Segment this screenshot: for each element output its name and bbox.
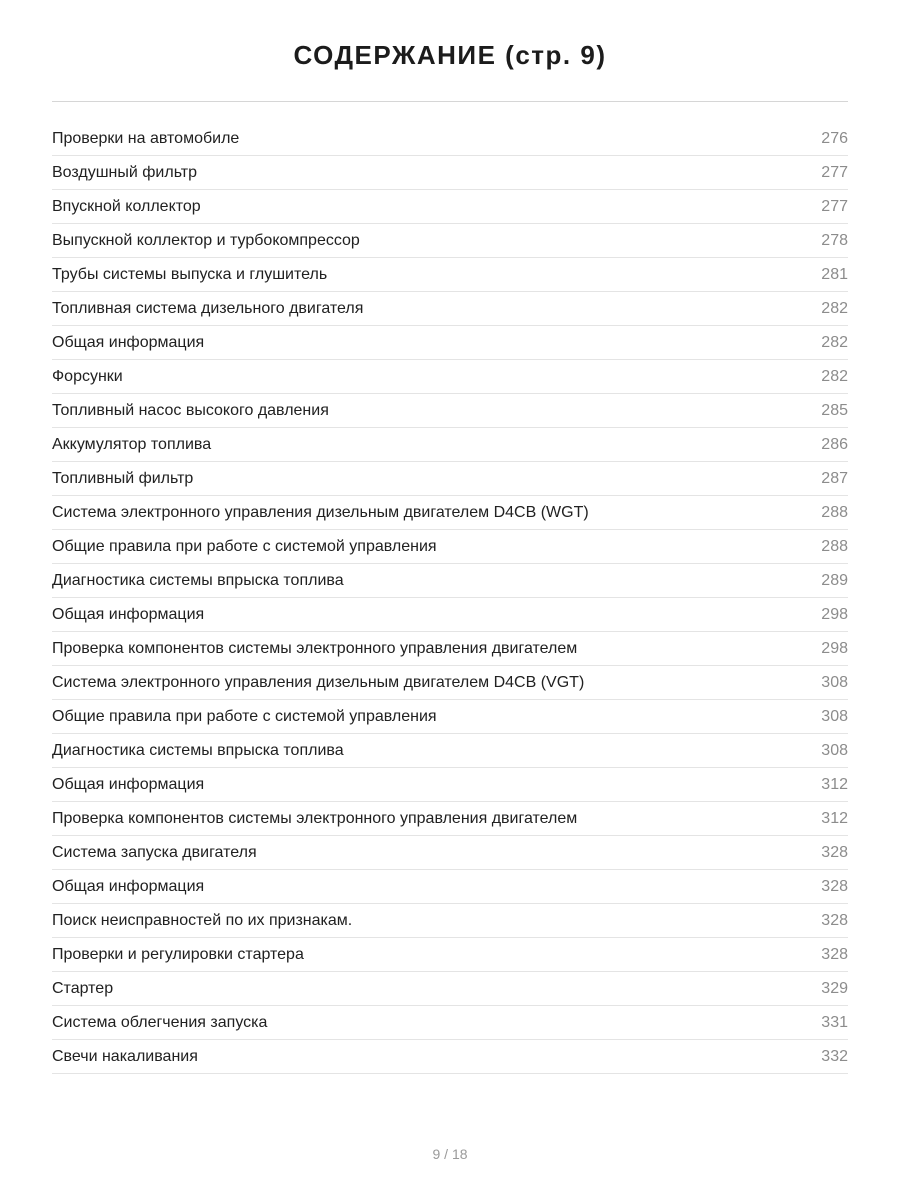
toc-entry-title: Проверка компонентов системы электронного управления двигателем xyxy=(52,809,578,827)
toc-entry xyxy=(52,836,848,870)
toc-entry-title: Трубы системы выпуска и глушитель xyxy=(52,265,328,283)
toc-entry xyxy=(52,496,848,530)
toc-entry-title: Топливный фильтр xyxy=(52,469,194,487)
toc-entry-page: 288 xyxy=(821,537,848,555)
toc-entry-page: 308 xyxy=(821,741,848,759)
toc-entry-title: Аккумулятор топлива xyxy=(52,435,212,453)
page-title: СОДЕРЖАНИЕ (стр. 9) xyxy=(293,40,607,70)
toc-list xyxy=(52,122,848,1074)
toc-entry-page: 282 xyxy=(821,299,848,317)
toc-entry-title: Воздушный фильтр xyxy=(52,163,198,181)
toc-entry-page: 308 xyxy=(821,673,848,691)
toc-entry xyxy=(52,598,848,632)
toc-entry-page: 285 xyxy=(821,401,848,419)
toc-entry-page: 329 xyxy=(821,979,848,997)
toc-entry-page: 328 xyxy=(821,877,848,895)
toc-entry xyxy=(52,326,848,360)
toc-entry-page: 331 xyxy=(821,1013,848,1031)
toc-entry-page: 332 xyxy=(821,1047,848,1065)
toc-entry xyxy=(52,530,848,564)
toc-entry xyxy=(52,1006,848,1040)
toc-entry xyxy=(52,190,848,224)
toc-entry xyxy=(52,156,848,190)
toc-entry-page: 312 xyxy=(821,775,848,793)
toc-entry-title: Система облегчения запуска xyxy=(52,1013,268,1031)
toc-entry-title: Поиск неисправностей по их признакам. xyxy=(52,911,353,929)
toc-entry-page: 276 xyxy=(821,129,848,147)
toc-entry-title: Проверка компонентов системы электронного управления двигателем xyxy=(52,639,578,657)
toc-entry xyxy=(52,904,848,938)
toc-entry-title: Общая информация xyxy=(52,333,205,351)
toc-entry xyxy=(52,1040,848,1074)
toc-entry-title: Общая информация xyxy=(52,605,205,623)
toc-entry-page: 287 xyxy=(821,469,848,487)
toc-entry-title: Система запуска двигателя xyxy=(52,843,257,861)
toc-entry-page: 328 xyxy=(821,911,848,929)
toc-entry-title: Проверки и регулировки стартера xyxy=(52,945,304,963)
toc-entry-title: Система электронного управления дизельным двигателем D4CB (VGT) xyxy=(52,673,585,691)
toc-entry-page: 282 xyxy=(821,367,848,385)
toc-entry-title: Общие правила при работе с системой управления xyxy=(52,707,437,725)
toc-entry-page: 277 xyxy=(821,197,848,215)
title-divider xyxy=(52,101,848,102)
toc-entry-page: 308 xyxy=(821,707,848,725)
toc-entry-title: Проверки на автомобиле xyxy=(52,129,240,147)
toc-entry-title: Общая информация xyxy=(52,775,205,793)
toc-entry xyxy=(52,700,848,734)
toc-entry-page: 282 xyxy=(821,333,848,351)
toc-entry xyxy=(52,122,848,156)
toc-entry xyxy=(52,734,848,768)
toc-entry-page: 312 xyxy=(821,809,848,827)
toc-entry-page: 286 xyxy=(821,435,848,453)
toc-entry xyxy=(52,870,848,904)
toc-entry xyxy=(52,938,848,972)
toc-entry-page: 328 xyxy=(821,843,848,861)
toc-entry-page: 277 xyxy=(821,163,848,181)
toc-entry xyxy=(52,224,848,258)
toc-entry xyxy=(52,768,848,802)
toc-entry-page: 278 xyxy=(821,231,848,249)
toc-entry-page: 298 xyxy=(821,605,848,623)
toc-entry-title: Общая информация xyxy=(52,877,205,895)
toc-entry-title: Свечи накаливания xyxy=(52,1047,198,1065)
toc-entry-title: Форсунки xyxy=(52,367,123,385)
toc-entry-page: 288 xyxy=(821,503,848,521)
toc-entry-page: 281 xyxy=(821,265,848,283)
toc-entry-title: Топливная система дизельного двигателя xyxy=(52,299,364,317)
toc-entry-title: Диагностика системы впрыска топлива xyxy=(52,571,344,589)
toc-entry-page: 298 xyxy=(821,639,848,657)
toc-entry xyxy=(52,428,848,462)
toc-entry-title: Общие правила при работе с системой управления xyxy=(52,537,437,555)
toc-entry xyxy=(52,394,848,428)
toc-entry-title: Диагностика системы впрыска топлива xyxy=(52,741,344,759)
toc-entry-page: 289 xyxy=(821,571,848,589)
toc-entry xyxy=(52,360,848,394)
toc-entry xyxy=(52,564,848,598)
toc-entry xyxy=(52,802,848,836)
toc-entry-title: Система электронного управления дизельным двигателем D4CB (WGT) xyxy=(52,503,589,521)
toc-entry xyxy=(52,632,848,666)
page-number-indicator: 9 / 18 xyxy=(432,1146,468,1162)
toc-entry xyxy=(52,972,848,1006)
toc-entry-title: Топливный насос высокого давления xyxy=(52,401,329,419)
toc-entry xyxy=(52,292,848,326)
toc-entry xyxy=(52,462,848,496)
toc-entry-page: 328 xyxy=(821,945,848,963)
toc-entry-title: Впускной коллектор xyxy=(52,197,201,215)
toc-entry xyxy=(52,666,848,700)
toc-entry-title: Выпускной коллектор и турбокомпрессор xyxy=(52,231,360,249)
toc-entry xyxy=(52,258,848,292)
toc-entry-title: Стартер xyxy=(52,979,114,997)
